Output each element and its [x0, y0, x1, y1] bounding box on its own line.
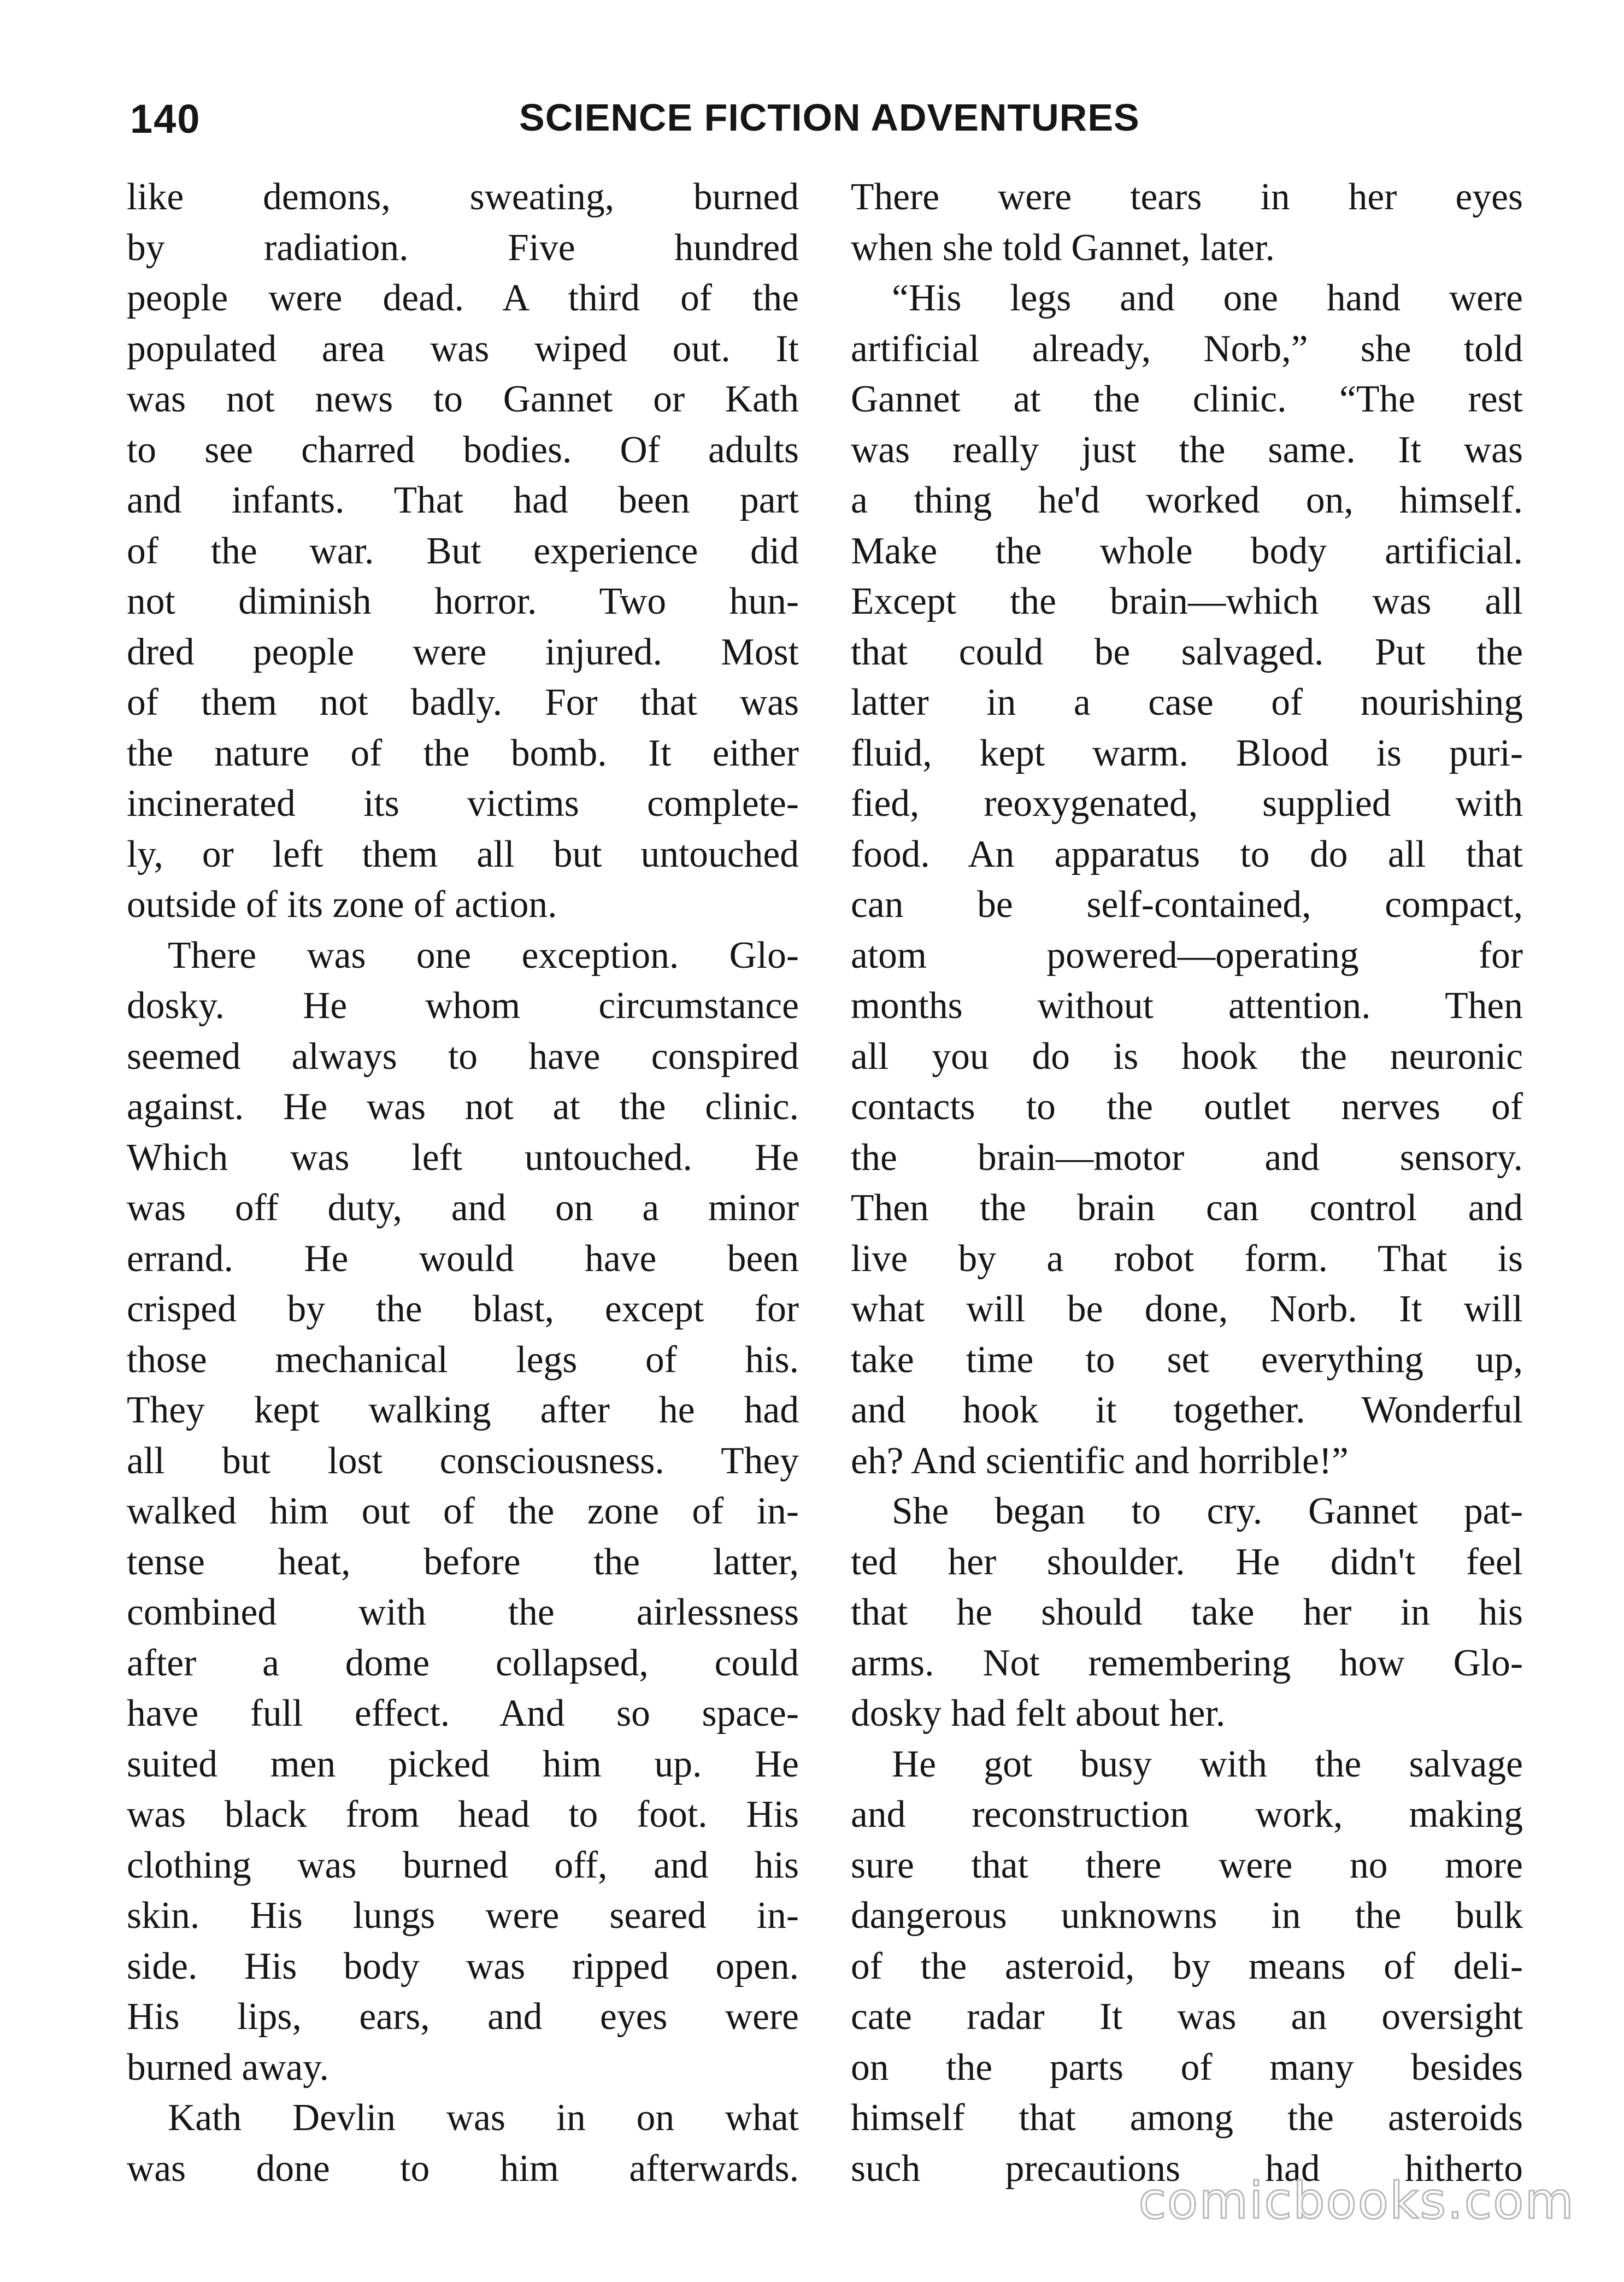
- text-line: dosky. He whom circumstance: [127, 985, 799, 1027]
- text-line: errand. He would have been: [127, 1237, 799, 1280]
- text-line: latter in a case of nourishing: [851, 681, 1523, 724]
- text-line: the brain—motor and sensory.: [851, 1136, 1523, 1179]
- text-line: take time to set everything up,: [851, 1338, 1523, 1381]
- text-line: of them not badly. For that was: [127, 681, 799, 724]
- text-line: walked him out of the zone of in-: [127, 1490, 799, 1532]
- text-line: and infants. That had been part: [127, 479, 799, 521]
- text-line: fluid, kept warm. Blood is puri-: [851, 732, 1523, 774]
- page-header: [0, 96, 1624, 156]
- text-line: There were tears in her eyes: [851, 176, 1523, 218]
- text-line: by radiation. Five hundred: [127, 226, 799, 269]
- text-line: side. His body was ripped open.: [127, 1945, 799, 1987]
- text-line: people were dead. A third of the: [127, 277, 799, 319]
- text-line: live by a robot form. That is: [851, 1237, 1523, 1280]
- text-line: what will be done, Norb. It will: [851, 1288, 1523, 1330]
- text-line: burned away.: [127, 2046, 329, 2089]
- text-line: eh? And scientific and horrible!”: [851, 1439, 1349, 1482]
- text-line: artificial already, Norb,” she told: [851, 327, 1523, 370]
- text-line: can be self-contained, compact,: [851, 884, 1523, 926]
- text-line: sure that there were no more: [851, 1844, 1523, 1886]
- left-column: [127, 172, 799, 2194]
- text-line: populated area was wiped out. It: [127, 327, 799, 370]
- right-column: [851, 172, 1523, 2194]
- text-line: arms. Not remembering how Glo-: [851, 1642, 1523, 1684]
- text-line: incinerated its victims complete-: [127, 783, 799, 825]
- text-line: food. An apparatus to do all that: [851, 833, 1523, 875]
- text-line: “His legs and one hand were: [892, 277, 1523, 319]
- running-title: SCIENCE FICTION ADVENTURES: [519, 96, 1140, 139]
- text-line: She began to cry. Gannet pat-: [892, 1490, 1523, 1532]
- text-line: Except the brain—which was all: [851, 580, 1523, 622]
- text-line: dangerous unknowns in the bulk: [851, 1895, 1523, 1937]
- text-line: ted her shoulder. He didn't feel: [851, 1540, 1523, 1583]
- text-line: and hook it together. Wonderful: [851, 1389, 1523, 1431]
- text-line: Then the brain can control and: [851, 1187, 1523, 1229]
- text-line: dred people were injured. Most: [127, 631, 799, 673]
- text-line: atom powered—operating for: [851, 934, 1523, 977]
- text-line: himself that among the asteroids: [851, 2097, 1523, 2139]
- text-line: the nature of the bomb. It either: [127, 732, 799, 774]
- text-line: that he should take her in his: [851, 1591, 1523, 1633]
- page-number: 140: [130, 96, 201, 142]
- text-line: tense heat, before the latter,: [127, 1540, 799, 1583]
- text-line: those mechanical legs of his.: [127, 1338, 799, 1381]
- text-line: that could be salvaged. Put the: [851, 631, 1523, 673]
- text-line: There was one exception. Glo-: [168, 934, 799, 977]
- text-line: skin. His lungs were seared in-: [127, 1895, 799, 1937]
- text-line: have full effect. And so space-: [127, 1692, 799, 1734]
- watermark: comicbooks.com: [1138, 2172, 1575, 2230]
- text-line: against. He was not at the clinic.: [127, 1086, 799, 1128]
- text-line: ly, or left them all but untouched: [127, 833, 799, 875]
- text-line: Gannet at the clinic. “The rest: [851, 378, 1523, 420]
- text-line: crisped by the blast, except for: [127, 1288, 799, 1330]
- text-line: all you do is hook the neuronic: [851, 1035, 1523, 1078]
- text-line: was really just the same. It was: [851, 428, 1523, 471]
- text-line: of the war. But experience did: [127, 530, 799, 572]
- text-line: such precautions had hitherto: [851, 2147, 1523, 2190]
- text-line: was not news to Gannet or Kath: [127, 378, 799, 420]
- text-line: when she told Gannet, later.: [851, 226, 1275, 269]
- text-line: after a dome collapsed, could: [127, 1642, 799, 1684]
- text-line: was black from head to foot. His: [127, 1793, 799, 1836]
- text-line: on the parts of many besides: [851, 2046, 1523, 2089]
- text-line: a thing he'd worked on, himself.: [851, 479, 1523, 521]
- text-line: fied, reoxygenated, supplied with: [851, 783, 1523, 825]
- text-line: They kept walking after he had: [127, 1389, 799, 1431]
- text-line: and reconstruction work, making: [851, 1793, 1523, 1836]
- text-line: not diminish horror. Two hun-: [127, 580, 799, 622]
- text-line: outside of its zone of action.: [127, 884, 557, 926]
- text-line: contacts to the outlet nerves of: [851, 1086, 1523, 1128]
- text-line: all but lost consciousness. They: [127, 1439, 799, 1482]
- text-line: seemed always to have conspired: [127, 1035, 799, 1078]
- text-line: clothing was burned off, and his: [127, 1844, 799, 1886]
- text-line: Which was left untouched. He: [127, 1136, 799, 1179]
- text-line: Kath Devlin was in on what: [168, 2097, 799, 2139]
- text-line: Make the whole body artificial.: [851, 530, 1523, 572]
- text-line: was done to him afterwards.: [127, 2147, 799, 2190]
- text-line: to see charred bodies. Of adults: [127, 428, 799, 471]
- text-line: cate radar It was an oversight: [851, 1996, 1523, 2038]
- text-line: months without attention. Then: [851, 985, 1523, 1027]
- text-line: He got busy with the salvage: [892, 1743, 1523, 1785]
- text-line: combined with the airlessness: [127, 1591, 799, 1633]
- text-line: His lips, ears, and eyes were: [127, 1996, 799, 2038]
- text-line: of the asteroid, by means of deli-: [851, 1945, 1523, 1987]
- text-line: suited men picked him up. He: [127, 1743, 799, 1785]
- text-line: dosky had felt about her.: [851, 1692, 1226, 1734]
- text-line: like demons, sweating, burned: [127, 176, 799, 218]
- text-line: was off duty, and on a minor: [127, 1187, 799, 1229]
